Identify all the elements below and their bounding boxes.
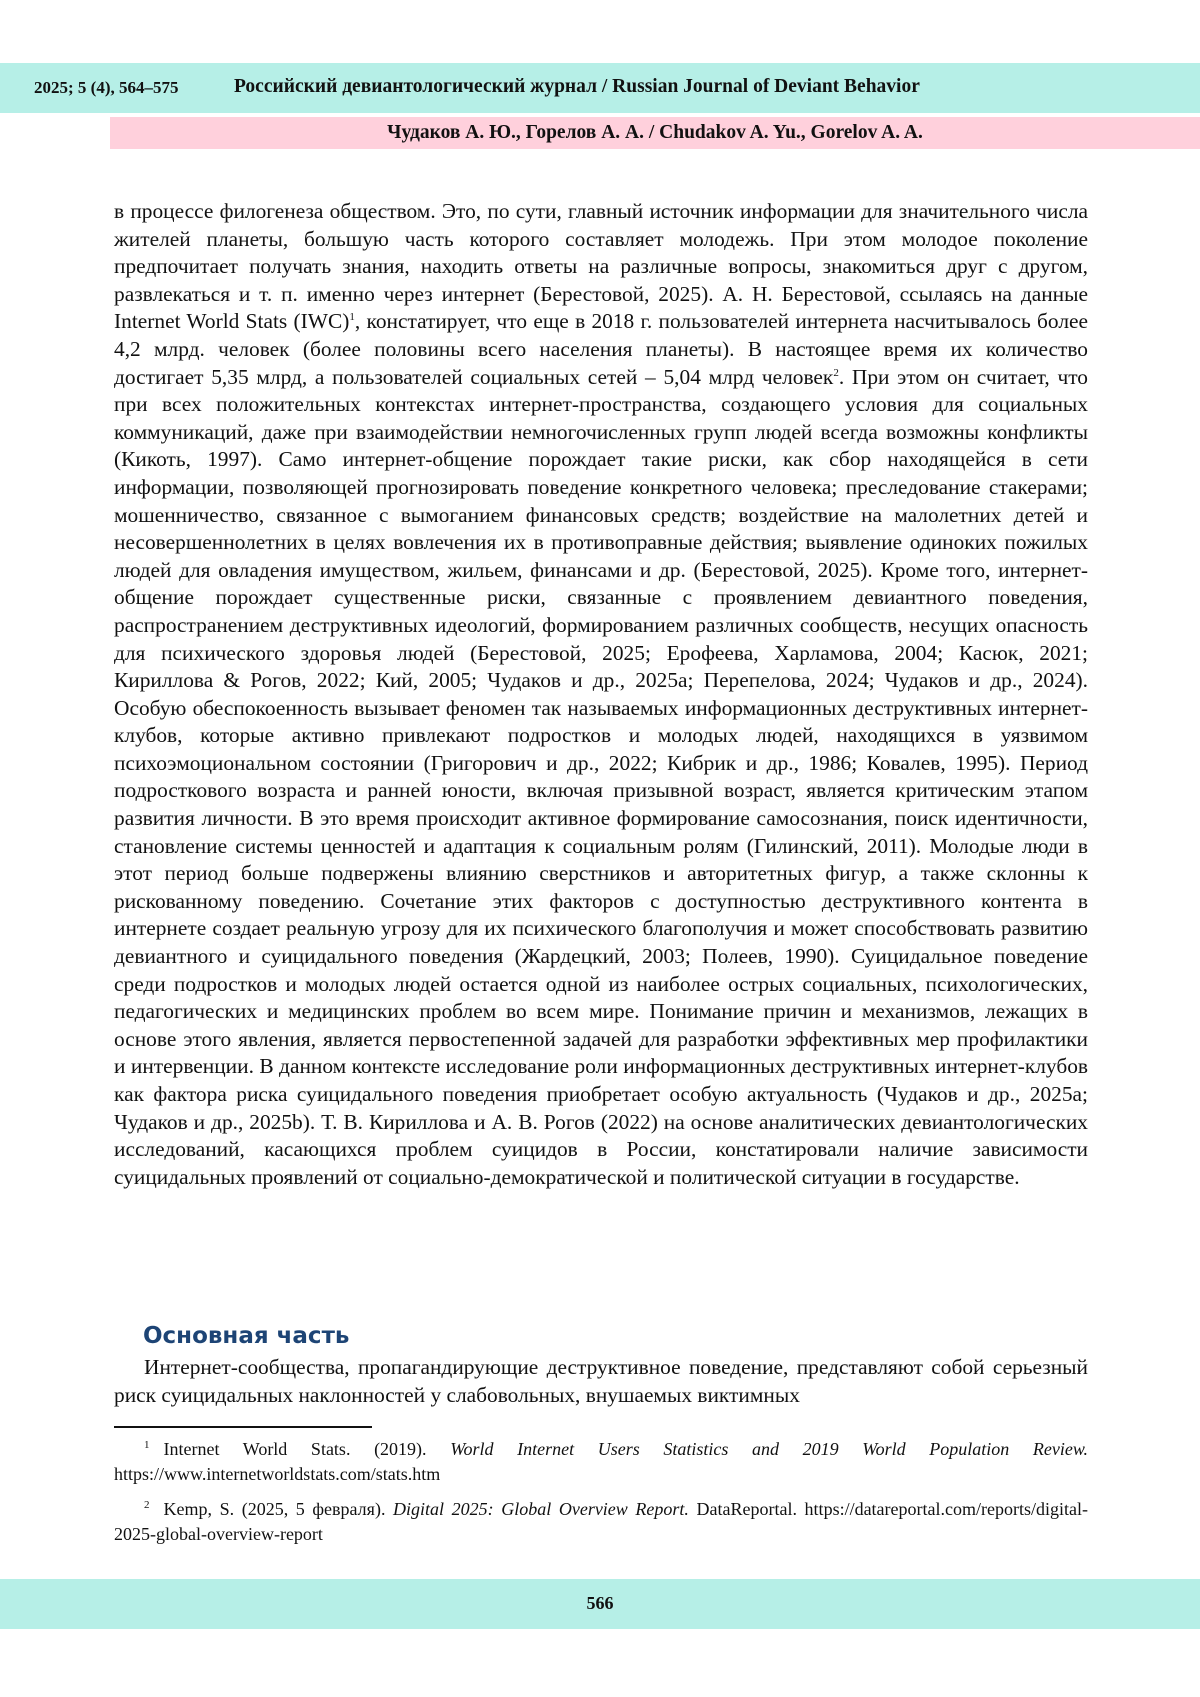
footnote-text: Kemp, S. (2025, 5 февраля). (163, 1499, 394, 1519)
authors-line: Чудаков А. Ю., Горелов А. А. / Chudakov A. Yu., Gorelov A. A. (387, 122, 923, 143)
section-paragraph: Интернет-сообщества, пропагандирующие деструктивное поведение, представляют собой серьезный риск суицидальных наклонностей у слабовольных, внушаемых виктимных (114, 1355, 1088, 1407)
journal-header-bar (0, 63, 1200, 113)
authors-bar (110, 117, 1200, 149)
footnote-ref-2[interactable]: 2 (833, 366, 839, 379)
footnote-2 (114, 1493, 1088, 1547)
footnote-1 (114, 1433, 1088, 1487)
page-number: 566 (586, 1593, 614, 1613)
body-text-part-2: , констатирует, что еще в 2018 г. пользователей интернета насчитывалось более 4,2 млрд. человек (более половины всего населения планеты). В настоящее время их количество достигает 5,35 млрд, а пользователей социальных сетей – 5,04 млрд человек (114, 309, 1088, 389)
journal-title: Российский девиантологический журнал / Russian Journal of Deviant Behavior (234, 76, 920, 97)
footnote-link[interactable]: https://www.internetworldstats.com/stats.htm (114, 1464, 441, 1484)
footnote-number: 1 (144, 1439, 150, 1451)
footnote-link[interactable]: DataReportal. https://datareportal.com/reports/digital-2025-global-overview-report (114, 1499, 1088, 1544)
body-text-part-1: в процессе филогенеза обществом. Это, по сути, главный источник информации для значительного числа жителей планеты, большую часть которого составляет молодежь. При этом молодое поколение предпочитает получать знания, находить ответы на различные вопросы, знакомиться друг с другом, развлекаться и т. п. именно через интернет (Берестовой, 2025). А. Н. Берестовой, ссылаясь на данные Internet World Stats (IWC) (114, 199, 1088, 334)
footnote-source-title: World Internet Users Statistics and 2019 World Population Review. (450, 1439, 1088, 1459)
footnote-number: 2 (144, 1499, 150, 1511)
body-paragraph (114, 198, 1088, 1191)
footnote-ref-1[interactable]: 1 (349, 311, 355, 324)
section-heading: Основная часть (143, 1323, 350, 1349)
page-footer-bar (0, 1579, 1200, 1629)
issue-info: 2025; 5 (4), 564–575 (34, 78, 179, 97)
footnotes (114, 1427, 1088, 1547)
body-text-part-3: . При этом он считает, что при всех положительных контекстах интернет-пространства, создающего условия для социальных коммуникаций, даже при взаимодействии немногочисленных групп людей всегда возможны конфликты (Кикоть, 1997). Само интернет-общение порождает такие риски, как сбор находящейся в сети информации, позволяющей прогнозировать поведение конкретного человека; преследование стакерами; мошенничество, связанное с вымоганием финансовых средств; воздействие на малолетних детей и несовершеннолетних в целях вовлечения их в противоправные действия; выявление одиноких пожилых людей для овладения имуществом, жильем, финансами и др. (Берестовой, 2025). Кроме того, интернет-общение порождает существенные риски, связанные с проявлением девиантного поведения, распространением деструктивных идеологий, формированием различных сообществ, несущих опасность для психического здоровья людей (Берестовой, 2025; Ерофеева, Харламова, 2004; Касюк, 2021; Кириллова & Рогов, 2022; Кий, 2005; Чудаков и др., 2025a; Перепелова, 2024; Чудаков и др., 2024). Особую обеспокоенность вызывает феномен так называемых информационных деструктивных интернет-клубов, которые активно привлекают подростков и молодых людей, находящихся в уязвимом психоэмоциональном состоянии (Григорович и др., 2022; Кибрик и др., 1986; Ковалев, 1995). Период подросткового возраста и ранней юности, включая призывной возраст, является критическим этапом развития личности. В это время происходит активное формирование самосознания, поиск идентичности, становление системы ценностей и адаптация к социальным ролям (Гилинский, 2011). Молодые люди в этот период больше подвержены влиянию сверстников и авторитетных фигур, а также склонны к рискованному поведению. Сочетание этих факторов с доступностью деструктивного контента в интернете создает реальную угрозу для их психического благополучия и может способствовать развитию девиантного и суицидального поведения (Жардецкий, 2003; Полеев, 1990). Суицидальное поведение среди подростков и молодых людей остается одной из наиболее острых социальных, психологических, педагогических и медицинских проблем во всем мире. Понимание причин и механизмов, лежащих в основе этого явления, является первостепенной задачей для разработки эффективных мер профилактики и интервенции. В данном контексте исследование роли информационных деструктивных интернет-клубов как фактора риска суицидального поведения приобретает особую актуальность (Чудаков и др., 2025a; Чудаков и др., 2025b). Т. В. Кириллова и А. В. Рогов (2022) на основе аналитических девиантологических исследований, касающихся проблем суицидов в России, констатировали наличие зависимости суицидальных проявлений от социально-демократической и политической ситуации в государстве. (114, 364, 1088, 1189)
footnote-source-title: Digital 2025: Global Overview Report. (393, 1499, 689, 1519)
footnote-text: Internet World Stats. (2019). (163, 1439, 451, 1459)
